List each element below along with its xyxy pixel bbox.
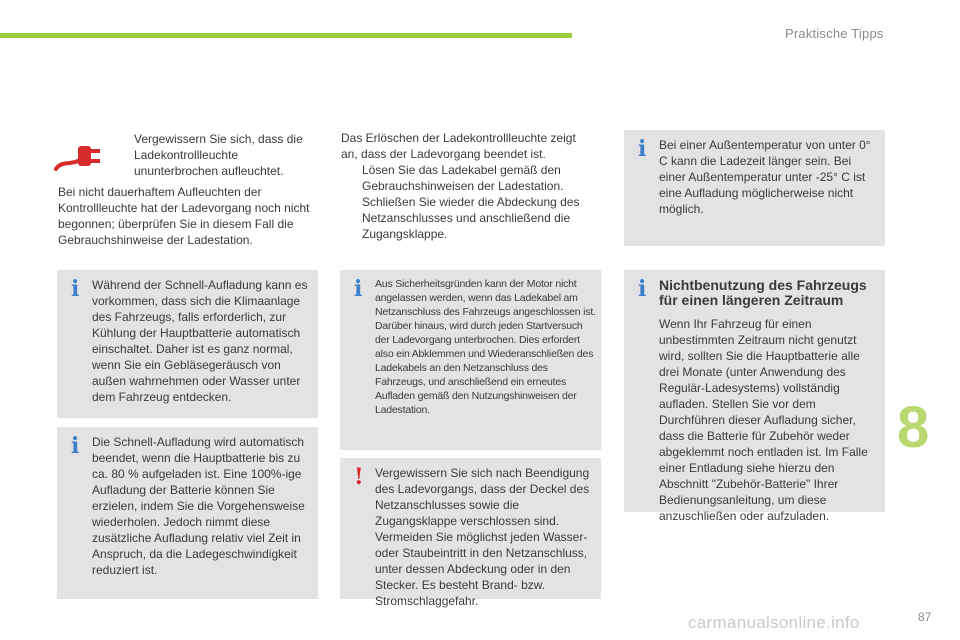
info-icon: i (71, 433, 80, 459)
info-box-storage-text: Wenn Ihr Fahrzeug für einen unbestimmten Zeitraum nicht genutzt wird, sollten Sie die Hauptbatterie alle drei Monate (unter Anwendung des Regulär-Ladesystems) vollständig aufladen. Stellen Sie vor dem Durchführen dieser Aufladung sicher, dass die Batterie für Zubehör weder abgeklemmt noch entladen ist. Im Falle einer Entladung siehe hierzu den Abschnitt "Zubehör-Batterie" Ihrer Bedienungsanleitung, um diese anzuschließen oder aufzuladen. (659, 317, 868, 523)
col1-bullet-text: Vergewissern Sie sich, dass die Ladekontrollleuchte ununterbrochen aufleuchtet. (134, 132, 303, 178)
col2-bullets (341, 162, 599, 242)
chapter-number: 8 (897, 395, 930, 460)
info-box-storage-title: Nichtbenutzung des Fahrzeugs für einen längeren Zeitraum (659, 277, 867, 308)
info-box-storage (624, 270, 885, 523)
bullet-arrow-icon (341, 194, 362, 242)
section-title: Praktische Tipps (785, 26, 884, 41)
info-box-climate-text: Während der Schnell-Aufladung kann es vorkommen, dass sich die Klimaanlage des Fahrzeugs, falls erforderlich, zur Kühlung der Hauptbatterie automatisch einschaltet. Daher ist es ganz normal, wenn Sie ein Gebläsegeräusch von außen wahrnehmen oder Wasser unter dem Fahrzeug entdecken. (92, 278, 308, 404)
info-icon: i (354, 276, 363, 302)
col2-intro: Das Erlöschen der Ladekontrollleuchte zeigt an, dass der Ladevorgang beendet ist. (341, 131, 576, 161)
bullet-arrow-icon (341, 162, 362, 194)
info-box-fast-charge (57, 427, 318, 599)
col1-paragraph: Bei nicht dauerhaftem Aufleuchten der Kontrollleuchte hat der Ladevorgang noch nicht begonnen; überprüfen Sie in diesem Fall die Gebrauchshinweise der Ladestation. (58, 185, 310, 247)
warning-icon: ! (354, 464, 364, 490)
col1-bullet (113, 131, 303, 179)
info-box-temperature (624, 130, 885, 246)
page-number: 87 (918, 610, 932, 624)
info-box-storage-content (659, 278, 881, 524)
info-box-safety-text: Aus Sicherheitsgründen kann der Motor nicht angelassen werden, wenn das Ladekabel am Netzanschluss des Fahrzeugs angeschlossen ist. Darüber hinaus, wird durch jeden Startversuch der Ladevorgang unterbrochen. Dies erfordert also ein Abklemmen und Wiederanschließen des Ladekabels an den Netzanschluss des Fahrzeugs, und anschließend ein erneutes Aufladen gemäß den Nutzungshinweisen der Ladestation. (375, 278, 596, 416)
warning-box (340, 458, 601, 608)
info-box-fast-charge-text: Die Schnell-Aufladung wird automatisch beendet, wenn die Hauptbatterie bis zu ca. 80 % aufgeladen ist. Eine 100%-ige Aufladung der Batterie können Sie erzielen, indem Sie die Vorgehensweise wiederholen. Jedoch nimmt diese zusätzliche Aufladung relativ viel Zeit in Anspruch, da die Ladegeschwindigkeit reduziert ist. (92, 435, 305, 577)
info-icon: i (638, 276, 647, 302)
info-box-safety (340, 270, 601, 450)
info-box-temperature-text: Bei einer Außentemperatur von unter 0° C kann die Ladezeit länger sein. Bei einer Außentemperatur unter -25° C ist eine Aufladung möglicherweise nicht möglich. (659, 138, 871, 216)
col2-bullet-2: Schließen Sie wieder die Abdeckung des Netzanschlusses und anschließend die Zugangsklappe. (362, 195, 580, 241)
bullet-arrow-icon (113, 131, 134, 179)
warning-box-text: Vergewissern Sie sich nach Beendigung des Ladevorgangs, dass der Deckel des Netzanschlusses sowie die Zugangsklappe verschlossen sind. Vermeiden Sie möglichst jeden Wasser- oder Staubeintritt in den Netzanschluss, unter dessen Abdeckung oder in den Stecker. Es besteht Brand- bzw. Stromschlaggefahr. (375, 466, 590, 608)
header-accent-bar (0, 33, 572, 38)
info-icon: i (638, 136, 647, 162)
charging-plug-icon (52, 137, 102, 175)
info-box-climate (57, 270, 318, 418)
col2-bullet-1: Lösen Sie das Ladekabel gemäß den Gebrauchshinweisen der Ladestation. (362, 163, 564, 193)
info-icon: i (71, 276, 80, 302)
watermark: carmanualsonline.info (688, 613, 860, 632)
